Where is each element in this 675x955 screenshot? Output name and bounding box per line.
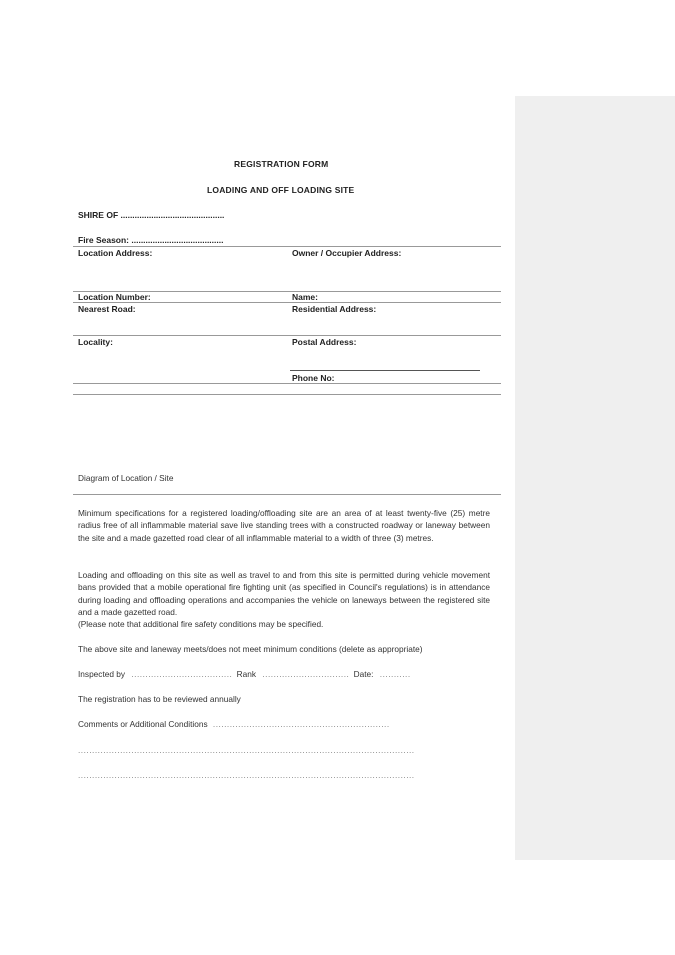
inspected-label: Inspected by: [78, 669, 126, 679]
rank-dots: ...............................: [262, 669, 350, 679]
loading-paragraph: [78, 569, 490, 630]
name-label: Name:: [292, 292, 318, 302]
location-number-label: Location Number:: [78, 292, 151, 302]
date-dots: ...........: [379, 669, 411, 679]
para-text: Minimum specifications for a registered loading/offloading site are an area of at least twenty-five (25) metre radius free of all inflammable material save live standing trees with a constructed roadway or laneway between the site and a made gazetted road clear of all inflammable material to a width of three (3) metres.: [78, 508, 490, 543]
comments-dots: ...............................................................: [212, 719, 390, 729]
owner-address-label: Owner / Occupier Address:: [292, 248, 402, 258]
meets-conditions-text: The above site and laneway meets/does not meet minimum conditions (delete as appropriate): [78, 644, 423, 654]
form-subtitle: LOADING AND OFF LOADING SITE: [207, 185, 355, 195]
rule: [73, 383, 501, 384]
diagram-label: Diagram of Location / Site: [78, 473, 174, 483]
side-panel: [515, 96, 675, 860]
specifications-paragraph: [78, 507, 490, 544]
phone-label: Phone No:: [292, 373, 335, 383]
date-label: Date:: [353, 669, 374, 679]
review-text: The registration has to be reviewed annually: [78, 694, 241, 704]
comments-label: Comments or Additional Conditions: [78, 719, 208, 729]
rule: [73, 494, 501, 495]
postal-underline: [290, 370, 480, 371]
inspected-dots: ....................................: [131, 669, 233, 679]
comments-line-1: ........................................................................................................................: [78, 745, 415, 755]
location-address-label: Location Address:: [78, 248, 153, 258]
comments-line-2: ........................................................................................................................: [78, 770, 415, 780]
rank-label: Rank: [236, 669, 257, 679]
rule: [73, 246, 501, 247]
rule: [73, 302, 501, 303]
nearest-road-label: Nearest Road:: [78, 304, 136, 314]
form-title: REGISTRATION FORM: [234, 159, 329, 169]
rule: [73, 394, 501, 395]
postal-address-label: Postal Address:: [292, 337, 357, 347]
rule: [73, 335, 501, 336]
residential-address-label: Residential Address:: [292, 304, 377, 314]
para-text: Loading and offloading on this site as well as travel to and from this site is permitted during vehicle movement bans provided that a mobile operational fire fighting unit (as specified in Council's regulations) is in attendance during loading and offloading operations and accompanies the vehicle on laneways between the registered site and a made gazetted road.: [78, 570, 490, 617]
locality-label: Locality:: [78, 337, 113, 347]
comments-row: [78, 719, 390, 729]
para-note: (Please note that additional fire safety conditions may be specified.: [78, 619, 324, 630]
inspected-row: [78, 669, 411, 679]
fire-season-field: Fire Season: .......................................: [78, 235, 224, 245]
shire-field: SHIRE OF ............................................: [78, 210, 225, 220]
